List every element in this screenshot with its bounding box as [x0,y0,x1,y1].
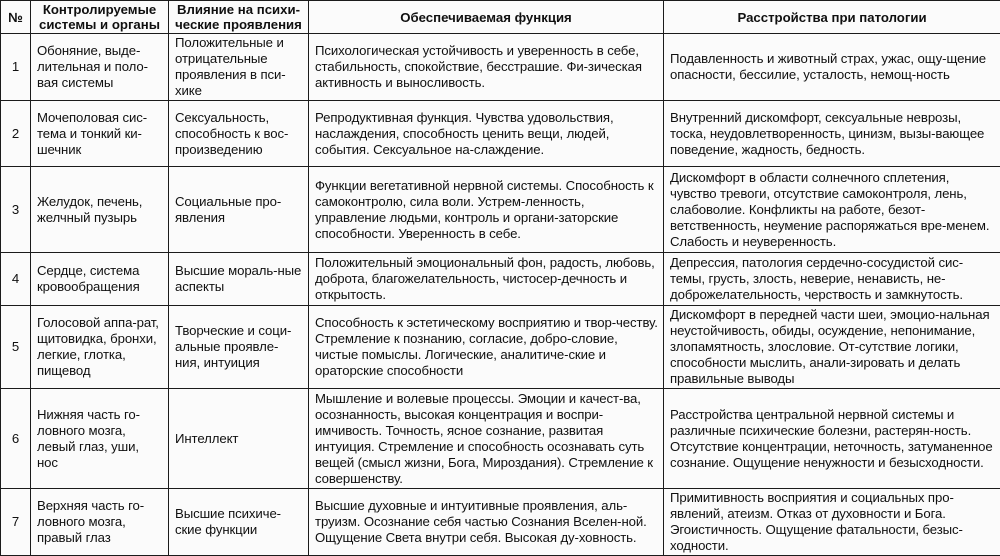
cell-influence: Высшие мораль-ные аспекты [169,253,309,306]
table-row [1,306,1000,389]
cell-function: Функции вегетативной нервной системы. Способность к самоконтролю, сила воли. Устрем-ленность, управление людьми, контроль и органи-заторские способности. Уверенность в себе. [309,167,664,253]
column-header-influence: Влияние на психи-ческие проявления [169,1,309,34]
table-row [1,34,1000,101]
cell-disorders: Расстройства центральной нервной системы и различные психические болезни, растерян-ность. Отсутствие концентрации, неточность, затуманенное сознание. Ощущение ненужности и безысходности. [664,389,1000,489]
row-number: 6 [1,389,31,489]
cell-disorders: Примитивность восприятия и социальных про-явлений, атеизм. Отказ от духовности и Бога. Эгоистичность. Ощущение фатальности, безыс-ходности. [664,489,1000,556]
table-row [1,389,1000,489]
row-number: 1 [1,34,31,101]
cell-influence: Интеллект [169,389,309,489]
table-row [1,101,1000,167]
cell-influence: Социальные про-явления [169,167,309,253]
cell-systems: Голосовой аппа-рат, щитовидка, бронхи, легкие, глотка, пищевод [31,306,169,389]
cell-function: Положительный эмоциональный фон, радость, любовь, доброта, благожелательность, чистосер-дечность и открытость. [309,253,664,306]
cell-disorders: Дискомфорт в области солнечного сплетения, чувство тревоги, отсутствие самоконтроля, лень, слабоволие. Конфликты на работе, безот-ветственность, неумение распоряжаться вре-менем. Слабость и неуверенность. [664,167,1000,253]
cell-systems: Мочеполовая сис-тема и тонкий ки-шечник [31,101,169,167]
row-number: 5 [1,306,31,389]
cell-function: Психологическая устойчивость и уверенность в себе, стабильность, спокойствие, бесстрашие. Фи-зическая активность и выносливость. [309,34,664,101]
cell-influence: Сексуальность, способность к вос-произведению [169,101,309,167]
cell-disorders: Депрессия, патология сердечно-сосудистой сис-темы, грусть, злость, неверие, ненависть, не-доброжелательность, черствость и замкнутость. [664,253,1000,306]
column-header-disorders: Расстройства при патологии [664,1,1000,34]
column-header-number: № [1,1,31,34]
row-number: 3 [1,167,31,253]
table-header-row [1,1,1000,34]
cell-systems: Обоняние, выде-лительная и поло-вая системы [31,34,169,101]
table-row [1,167,1000,253]
cell-function: Мышление и волевые процессы. Эмоции и качест-ва, осознанность, высокая концентрация и воспри-имчивость. Точность, ясное сознание, развитая интуиция. Стремление и способность осознавать суть вещей (смысл жизни, Бога, Мироздания). Стремление к совершенству. [309,389,664,489]
column-header-systems: Контролируемые системы и органы [31,1,169,34]
cell-systems: Верхняя часть го-ловного мозга, правый глаз [31,489,169,556]
cell-influence: Творческие и соци-альные проявле-ния, интуиция [169,306,309,389]
cell-disorders: Подавленность и животный страх, ужас, ощу-щение опасности, бессилие, усталость, немощ-ность [664,34,1000,101]
cell-function: Способность к эстетическому восприятию и твор-честву. Стремление к познанию, согласие, добро-словие, чистые помыслы. Логические, аналитиче-ские и ораторские способности [309,306,664,389]
cell-disorders: Дискомфорт в передней части шеи, эмоцио-нальная неустойчивость, обиды, осуждение, непонимание, злопамятность, злословие. От-сутствие логики, способности мыслить, анали-зировать и делать правильные выводы [664,306,1000,389]
row-number: 7 [1,489,31,556]
cell-influence: Положительные и отрицательные проявления в пси-хике [169,34,309,101]
column-header-function: Обеспечиваемая функция [309,1,664,34]
cell-systems: Сердце, система кровообращения [31,253,169,306]
cell-function: Репродуктивная функция. Чувства удовольствия, наслаждения, способность ценить вещи, людей, события. Сексуальное на-слаждение. [309,101,664,167]
cell-systems: Нижняя часть го-ловного мозга, левый глаз, уши, нос [31,389,169,489]
cell-function: Высшие духовные и интуитивные проявления, аль-труизм. Осознание себя частью Сознания Вселен-ной. Ощущение Света внутри себя. Высокая ду-ховность. [309,489,664,556]
cell-influence: Высшие психиче-ские функции [169,489,309,556]
cell-systems: Желудок, печень, желчный пузырь [31,167,169,253]
row-number: 4 [1,253,31,306]
table-row [1,489,1000,556]
row-number: 2 [1,101,31,167]
table-row [1,253,1000,306]
cell-disorders: Внутренний дискомфорт, сексуальные неврозы, тоска, неудовлетворенность, цинизм, вызы-вающее поведение, жадность, бедность. [664,101,1000,167]
